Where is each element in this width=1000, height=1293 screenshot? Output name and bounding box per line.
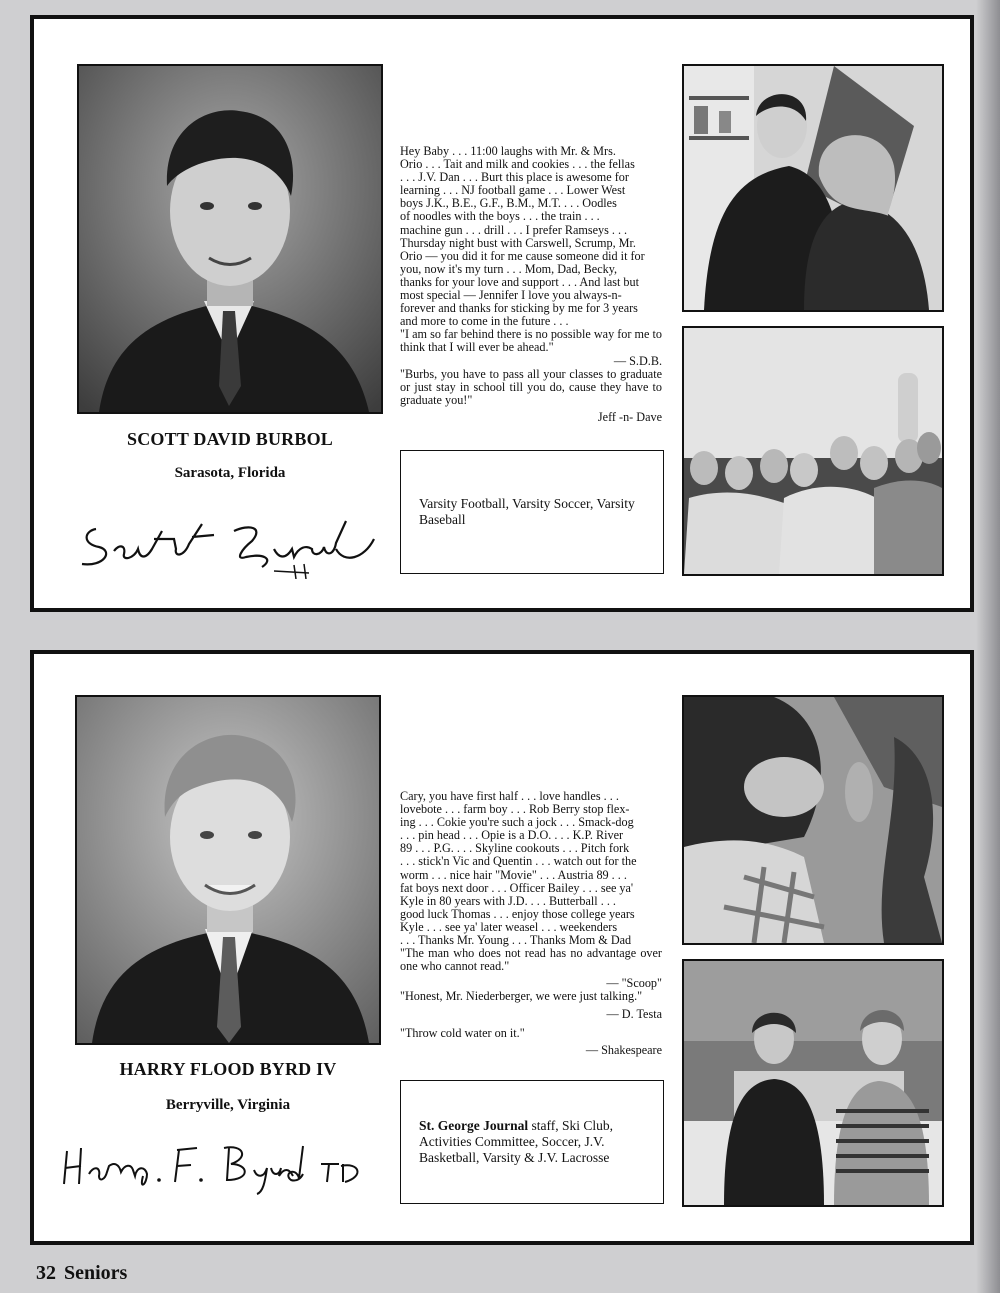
activities-publication: St. George Journal [419, 1118, 529, 1133]
quote-text: "Burbs, you have to pass all your classes to graduate or just stay in school till you do, cause they have to graduate you!" [400, 366, 662, 407]
quote-line: boys J.K., B.E., G.F., B.M., M.T. . . . Oodles [400, 196, 617, 211]
senior-quotes [400, 145, 662, 424]
senior-panel-burbol [30, 15, 974, 612]
activities-box [400, 450, 664, 574]
quote-line: of noodles with the boys . . . the train . . . [400, 209, 600, 224]
candid-photo-two-friends [682, 959, 944, 1207]
senior-signature [59, 1136, 389, 1201]
quote-line: . . . stick'n Vic and Quentin . . . watch out for the [400, 854, 637, 869]
quote-attribution: — "Scoop" [606, 976, 662, 991]
quote-line: thanks for your love and support . . . And last but [400, 274, 639, 289]
activities-rest: staff, Ski Club, Activities Committee, Soccer, J.V. Basketball, Varsity & J.V. Lacrosse [419, 1118, 614, 1165]
senior-signature [74, 509, 384, 584]
quote-line: machine gun . . . drill . . . I prefer Ramseys . . . [400, 222, 628, 237]
senior-name: SCOTT DAVID BURBOL [127, 429, 333, 449]
quote-text: "I am so far behind there is no possible way for me to think that I will ever be ahead." [400, 327, 662, 355]
quote-line: worm . . . nice hair "Movie" . . . Austria 89 . . . [400, 867, 627, 882]
activities-box [400, 1080, 664, 1204]
quote-line: . . . Thanks Mr. Young . . . Thanks Mom & Dad [400, 933, 632, 948]
activities-text [419, 1118, 645, 1166]
quote-line: fat boys next door . . . Officer Bailey . . . see ya' [400, 880, 634, 895]
candid-photo-carving [682, 695, 944, 945]
senior-portrait [75, 695, 381, 1045]
quote-line: forever and thanks for sticking by me for 3 years [400, 301, 638, 316]
quote-line: lovebote . . . farm boy . . . Rob Berry stop flex- [400, 802, 630, 817]
page-number: 32 [36, 1262, 56, 1284]
quote-attribution: — D. Testa [606, 1006, 662, 1021]
quote-line: ing . . . Cokie you're such a jock . . . Smack-dog [400, 815, 634, 830]
section-title: Seniors [64, 1262, 128, 1284]
quote-line: Kyle . . . see ya' later weasel . . . weekenders [400, 919, 618, 934]
quote-line: good luck Thomas . . . enjoy those college years [400, 906, 635, 921]
quote-line: Orio — you did it for me cause someone did it for [400, 248, 645, 263]
activities-text: Varsity Football, Varsity Soccer, Varsity Baseball [419, 496, 635, 527]
quote-line: . . . J.V. Dan . . . Burt this place is awesome for [400, 170, 629, 185]
quote-line: 89 . . . P.G. . . . Skyline cookouts . . . Pitch fork [400, 841, 630, 856]
senior-hometown: Sarasota, Florida [174, 465, 286, 481]
senior-portrait [77, 64, 383, 414]
page-footer [36, 1262, 127, 1285]
quote-line: Cary, you have first half . . . love handles . . . [400, 789, 619, 803]
quote-line: you, now it's my turn . . . Mom, Dad, Becky, [400, 261, 618, 276]
quote-attribution: Jeff -n- Dave [597, 409, 662, 424]
quote-line: learning . . . NJ football game . . . Lower West [400, 183, 626, 198]
quote-text: "Honest, Mr. Niederberger, we were just talking." [400, 989, 643, 1004]
senior-hometown: Berryville, Virginia [165, 1097, 291, 1113]
quote-line: Kyle in 80 years with J.D. . . . Butterball . . . [400, 893, 616, 908]
candid-photo-group [682, 326, 944, 576]
quote-line: Thursday night bust with Carswell, Scrump, Mr. [400, 235, 636, 250]
quote-text: "The man who does not read has no advantage over one who cannot read." [400, 946, 662, 974]
quote-line: Orio . . . Tait and milk and cookies . . . the fellas [400, 157, 635, 172]
quote-line: and more to come in the future . . . [400, 314, 569, 329]
candid-photo-couple [682, 64, 944, 312]
page-edge-shadow [976, 0, 1000, 1293]
quote-line: most special — Jennifer I love you always-n- [400, 288, 622, 303]
quote-text: "Throw cold water on it." [400, 1025, 525, 1040]
quote-line: Hey Baby . . . 11:00 laughs with Mr. & Mrs. [400, 144, 616, 158]
quote-attribution: — Shakespeare [585, 1042, 662, 1057]
senior-name: HARRY FLOOD BYRD IV [119, 1059, 337, 1079]
quote-line: . . . pin head . . . Opie is a D.O. . . . K.P. River [400, 828, 624, 843]
quote-attribution: — S.D.B. [613, 353, 662, 368]
senior-quotes [400, 790, 662, 1057]
senior-panel-byrd [30, 650, 974, 1245]
